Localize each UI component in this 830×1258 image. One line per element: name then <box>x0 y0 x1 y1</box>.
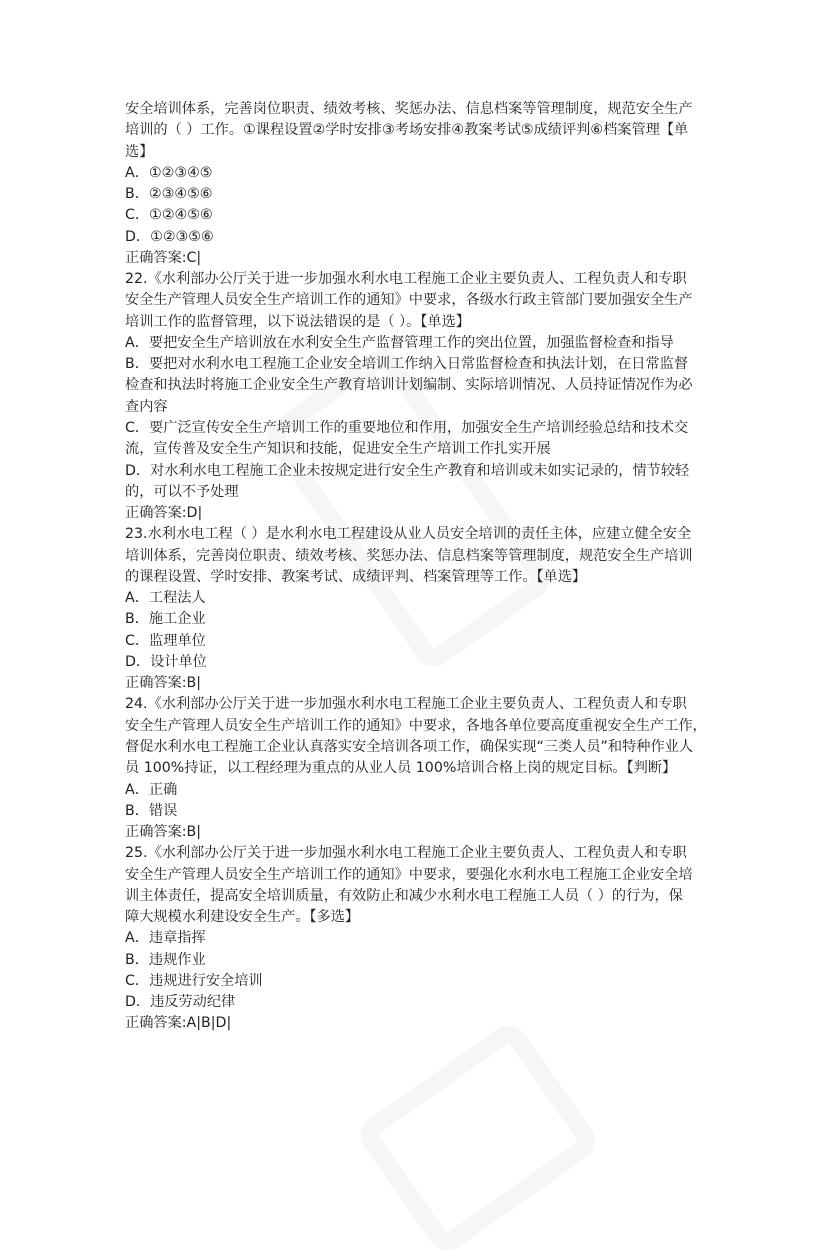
question-stem-line: 督促水利水电工程施工企业认真落实安全培训各项工作，确保实现“三类人员”和特种作业人 <box>125 738 694 755</box>
question-block <box>125 694 725 843</box>
watermark <box>353 1018 603 1258</box>
correct-answer: 正确答案:A|B|D| <box>125 1015 232 1032</box>
question-block <box>125 99 725 269</box>
question-stem-line: 培训的（ ）工作。①课程设置②学时安排③考场安排④教案考试⑤成绩评判⑥档案管理【单 <box>125 122 689 139</box>
option-line: B．错误 <box>125 802 178 819</box>
question-stem-line: 障大规模水利建设安全生产。【多选】 <box>125 909 360 926</box>
correct-answer: 正确答案:B| <box>125 824 202 841</box>
question-stem-line: 24.《水利部办公厅关于进一步加强水利水电工程施工企业主要负责人、工程负责人和专职 <box>125 696 687 713</box>
option-line: C．违规进行安全培训 <box>125 972 263 989</box>
question-stem-line: 安全生产管理人员安全生产培训工作的通知》中要求，各级水行政主管部门要加强安全生产 <box>125 292 693 309</box>
question-stem-line: 25.《水利部办公厅关于进一步加强水利水电工程施工企业主要负责人、工程负责人和专职 <box>125 845 687 862</box>
correct-answer: 正确答案:C| <box>125 249 202 266</box>
option-line: B．②③④⑤⑥ <box>125 186 213 203</box>
option-line: A．工程法人 <box>125 590 206 607</box>
option-line: A．正确 <box>125 781 178 798</box>
question-stem-line: 培训体系，完善岗位职责、绩效考核、奖惩办法、信息档案等管理制度，规范安全生产培训 <box>125 547 693 564</box>
question-stem-line: 安全培训体系，完善岗位职责、绩效考核、奖惩办法、信息档案等管理制度，规范安全生产 <box>125 101 693 117</box>
question-stem-line: 安全生产管理人员安全生产培训工作的通知》中要求，各地各单位要高度重视安全生产工作， <box>125 717 707 734</box>
question-stem-line: 训主体责任，提高安全培训质量，有效防止和减少水利水电工程施工人员（ ）的行为，保 <box>125 887 683 904</box>
option-line: B．违规作业 <box>125 951 206 968</box>
option-line: D．违反劳动纪律 <box>125 994 236 1011</box>
question-stem-line: 23.水利水电工程（ ）是水利水电工程建设从业人员安全培训的责任主体，应建立健全安全 <box>125 526 692 543</box>
option-line: D．设计单位 <box>125 653 207 670</box>
option-line: A．①②③④⑤ <box>125 164 213 181</box>
question-stem-line: 22.《水利部办公厅关于进一步加强水利水电工程施工企业主要负责人、工程负责人和专职 <box>125 271 687 288</box>
option-line: A．要把安全生产培训放在水利安全生产监督管理工作的突出位置，加强监督检查和指导 <box>125 334 674 351</box>
option-line: D．①②③⑤⑥ <box>125 228 214 245</box>
question-block <box>125 524 725 694</box>
option-line: C．要广泛宣传安全生产培训工作的重要地位和作用，加强安全生产培训经验总结和技术交 <box>125 419 689 436</box>
option-line: 流，宣传普及安全生产知识和技能，促进安全生产培训工作扎实开展 <box>125 441 551 458</box>
option-line: B．要把对水利水电工程施工企业安全培训工作纳入日常监督检查和执法计划，在日常监督 <box>125 356 689 373</box>
option-line: 的，可以不予处理 <box>125 483 239 500</box>
option-line: C．监理单位 <box>125 632 206 649</box>
question-stem-line: 培训工作的监督管理，以下说法错误的是（ ）。【单选】 <box>125 313 470 330</box>
correct-answer: 正确答案:B| <box>125 675 202 692</box>
question-stem-line: 选】 <box>125 143 154 160</box>
question-stem-line: 的课程设置、学时安排、教案考试、成绩评判、档案管理等工作。【单选】 <box>125 568 587 585</box>
question-stem-line: 员 100%持证，以工程经理为重点的从业人员 100%培训合格上岗的规定目标。【判断】 <box>125 760 677 777</box>
question-block <box>125 269 725 524</box>
option-line: A．违章指挥 <box>125 930 206 947</box>
document-body <box>125 99 725 1035</box>
option-line: B．施工企业 <box>125 611 206 628</box>
option-line: C．①②④⑤⑥ <box>125 207 213 224</box>
correct-answer: 正确答案:D| <box>125 505 203 522</box>
option-line: D．对水利水电工程施工企业未按规定进行安全生产教育和培训或未如实记录的，情节较轻 <box>125 462 690 479</box>
option-line: 检查和执法时将施工企业安全生产教育培训计划编制、实际培训情况、人员持证情况作为必 <box>125 377 693 394</box>
question-block <box>125 843 725 1034</box>
question-stem-line: 安全生产管理人员安全生产培训工作的通知》中要求，要强化水利水电工程施工企业安全培 <box>125 866 693 883</box>
option-line: 查内容 <box>125 398 168 415</box>
